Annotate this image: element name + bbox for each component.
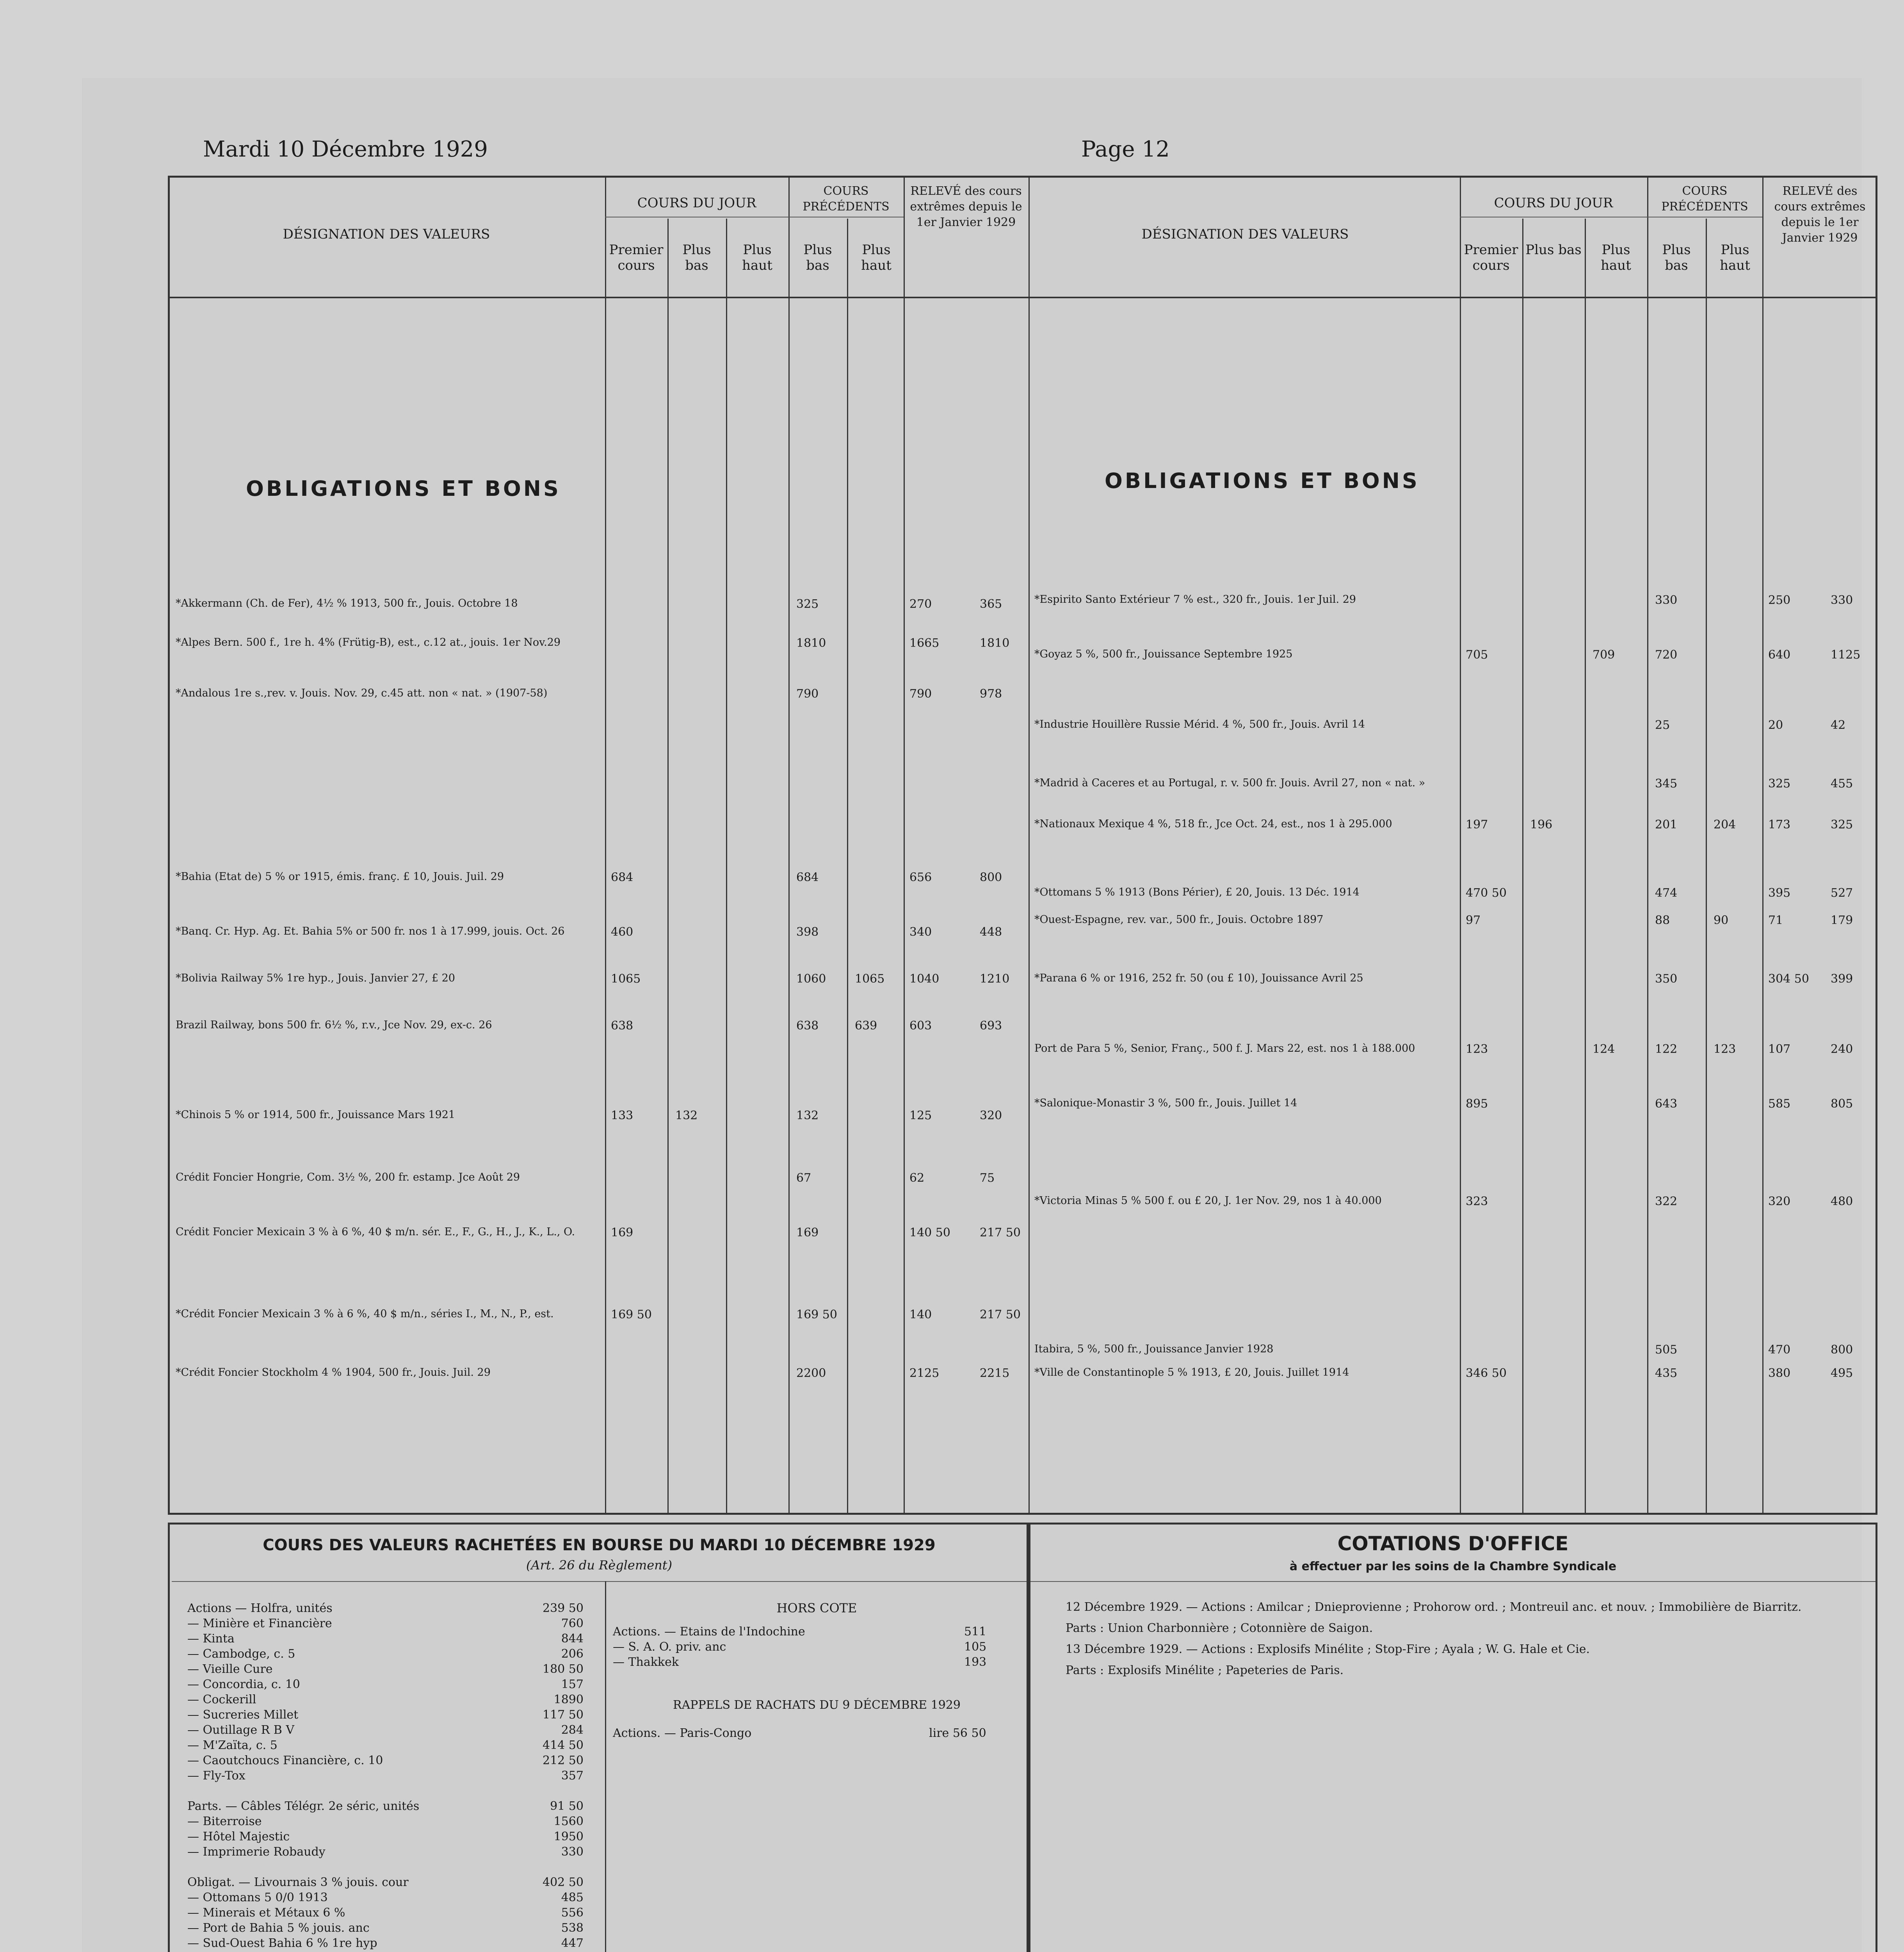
- rachetee-value: [543, 1859, 584, 1875]
- col-line: [605, 176, 606, 1515]
- rachetee-value: 157: [561, 1678, 584, 1691]
- rachetees-list: [187, 1601, 419, 1951]
- premier-value: 895: [1466, 1097, 1488, 1111]
- rachetee-value: 206: [561, 1647, 584, 1661]
- releve-low-value: 270: [909, 597, 932, 611]
- rachetee-name: — Sud-Ouest Bahia 6 % 1re hyp: [187, 1936, 377, 1950]
- releve-low-value: 2125: [909, 1366, 940, 1380]
- releve-low-value: 1040: [909, 972, 940, 986]
- prec-haut-value: 639: [855, 1019, 877, 1033]
- prec-haut-value: 90: [1714, 914, 1729, 927]
- rachetee-value: 556: [561, 1906, 584, 1920]
- cotation-line: 12 Décembre 1929. — Actions : Amilcar ; Dnieprovienne ; Prohorow ord. ; Montreuil anc. et nouv. ; Immobilière de Biarritz.: [1066, 1600, 1802, 1614]
- divider: [605, 1581, 606, 1952]
- releve-low-value: 585: [1768, 1097, 1791, 1111]
- hors-cote-name: — S. A. O. priv. anc: [613, 1640, 726, 1654]
- rachetee-name: — Fly-Tox: [187, 1769, 246, 1783]
- releve-low-value: 656: [909, 871, 932, 884]
- col-line: [1762, 176, 1763, 1515]
- rachetee-name: — Outillage R B V: [187, 1723, 295, 1737]
- col-line: [1460, 176, 1461, 1515]
- plus-bas-value: 196: [1530, 818, 1553, 832]
- premier-value: 169: [611, 1226, 633, 1240]
- bond-name: *Alpes Bern. 500 f., 1re h. 4% (Frütig-B), est., c.12 at., jouis. 1er Nov.29: [176, 636, 561, 648]
- rappels-rachats-value: lire 56 50: [929, 1726, 986, 1740]
- rachetee-name: — Concordia, c. 10: [187, 1678, 300, 1691]
- releve-high-value: 399: [1831, 972, 1853, 986]
- rachetee-name: [187, 1783, 419, 1799]
- releve-low-value: 640: [1768, 648, 1791, 662]
- cours-du-jour-header: COURS DU JOUR: [637, 195, 756, 211]
- cotations-list: [1066, 1599, 1866, 1683]
- cours-du-jour-header-right: COURS DU JOUR: [1494, 195, 1613, 211]
- rachetee-name: — Minerais et Métaux 6 %: [187, 1906, 345, 1920]
- releve-high-value: 800: [980, 871, 1002, 884]
- releve-high-value: 240: [1831, 1042, 1853, 1056]
- releve-high-value: 978: [980, 687, 1002, 701]
- releve-low-value: 380: [1768, 1366, 1791, 1380]
- bond-name: *Goyaz 5 %, 500 fr., Jouissance Septembre 1925: [1034, 648, 1293, 660]
- plus-haut-header: Plus haut: [742, 242, 772, 273]
- prec-bas-value: 638: [796, 1019, 819, 1033]
- releve-low-value: 62: [909, 1171, 925, 1185]
- rachetee-value: 1560: [553, 1815, 584, 1828]
- releve-low-value: 125: [909, 1109, 932, 1122]
- bond-name: *Salonique-Monastir 3 %, 500 fr., Jouis. Juillet 14: [1034, 1097, 1297, 1109]
- rachetee-name: — Imprimerie Robaudy: [187, 1845, 326, 1859]
- rachetee-value: 212 50: [543, 1754, 584, 1767]
- releve-low-value: 140 50: [909, 1226, 950, 1240]
- plus-bas-header-right: Plus bas: [1525, 242, 1582, 258]
- releve-low-value: 304 50: [1768, 972, 1809, 986]
- releve-low-value: 71: [1768, 914, 1783, 927]
- cotations-title: COTATIONS D'OFFICE: [1337, 1532, 1569, 1555]
- releve-low-value: 320: [1768, 1195, 1791, 1208]
- releve-high-value: 330: [1831, 593, 1853, 607]
- releve-high-value: 217 50: [980, 1308, 1021, 1322]
- bond-name: *Banq. Cr. Hyp. Ag. Et. Bahia 5% or 500 fr. nos 1 à 17.999, jouis. Oct. 26: [176, 925, 565, 937]
- cotation-line: 13 Décembre 1929. — Actions : Explosifs Minélite ; Stop-Fire ; Ayala ; W. G. Hale et Cie.: [1066, 1642, 1590, 1656]
- releve-low-value: 1665: [909, 636, 940, 650]
- bond-name: *Andalous 1re s.,rev. v. Jouis. Nov. 29, c.45 att. non « nat. » (1907-58): [176, 687, 548, 699]
- prec-bas-value: 201: [1655, 818, 1678, 832]
- prec-bas-value: 330: [1655, 593, 1678, 607]
- cours-precedents-header-right: COURS PRÉCÉDENTS: [1661, 184, 1748, 214]
- releve-high-value: 325: [1831, 818, 1853, 832]
- prec-haut-value: 123: [1714, 1042, 1736, 1056]
- releve-low-value: 603: [909, 1019, 932, 1033]
- releve-high-value: 179: [1831, 914, 1853, 927]
- plus-bas-value: 132: [675, 1109, 698, 1122]
- prec-bas-value: 122: [1655, 1042, 1678, 1056]
- rachetee-value: 1890: [553, 1693, 584, 1706]
- rachetees-subtitle: (Art. 26 du Règlement): [526, 1558, 673, 1573]
- premier-value: 123: [1466, 1042, 1488, 1056]
- left-obligations-title: OBLIGATIONS ET BONS: [246, 476, 561, 501]
- releve-low-value: 250: [1768, 593, 1791, 607]
- premier-value: 346 50: [1466, 1366, 1507, 1380]
- page-number: Page 12: [1081, 137, 1170, 162]
- prec-bas-value: 790: [796, 687, 819, 701]
- releve-high-value: 805: [1831, 1097, 1853, 1111]
- releve-low-value: 790: [909, 687, 932, 701]
- right-obligations-title: OBLIGATIONS ET BONS: [1105, 468, 1420, 493]
- bond-name: *Ville de Constantinople 5 % 1913, £ 20, Jouis. Juillet 1914: [1034, 1366, 1349, 1379]
- plus-haut-value: 124: [1593, 1042, 1615, 1056]
- col-line: [667, 219, 669, 1515]
- header-bottom-line: [168, 297, 1877, 298]
- bond-name: *Madrid à Caceres et au Portugal, r. v. 500 fr. Jouis. Avril 27, non « nat. »: [1034, 777, 1425, 789]
- rachetees-title: COURS DES VALEURS RACHETÉES EN BOURSE DU MARDI 10 DÉCEMBRE 1929: [263, 1536, 936, 1554]
- rachetee-name: — Caoutchoucs Financière, c. 10: [187, 1754, 383, 1767]
- releve-high-value: 480: [1831, 1195, 1853, 1208]
- col-line: [904, 176, 905, 1515]
- rachetee-value: 485: [561, 1891, 584, 1904]
- rachetee-name: — Hôtel Majestic: [187, 1830, 290, 1843]
- releve-low-value: 395: [1768, 886, 1791, 900]
- premier-value: 1065: [611, 972, 641, 986]
- table-center-divider: [1029, 176, 1030, 1515]
- prec-plus-bas-header: Plus bas: [803, 242, 832, 273]
- rachetee-value: 284: [561, 1723, 584, 1737]
- releve-low-value: 173: [1768, 818, 1791, 832]
- cours-precedents-header: COURS PRÉCÉDENTS: [803, 184, 890, 214]
- prec-bas-value: 345: [1655, 777, 1678, 791]
- prec-bas-value: 169 50: [796, 1308, 837, 1322]
- col-line: [1522, 219, 1523, 1515]
- rachetee-name: — M'Zaïta, c. 5: [187, 1738, 278, 1752]
- hors-cote-list: [613, 1624, 805, 1670]
- premier-header: Premier cours: [609, 242, 664, 273]
- rachetee-name: — Biterroise: [187, 1815, 262, 1828]
- releve-high-value: 75: [980, 1171, 995, 1185]
- col-line: [847, 219, 848, 1515]
- bond-name: Itabira, 5 %, 500 fr., Jouissance Janvier 1928: [1034, 1343, 1274, 1355]
- releve-low-value: 340: [909, 925, 932, 939]
- releve-high-value: 527: [1831, 886, 1853, 900]
- rappels-rachats-title: RAPPELS DE RACHATS DU 9 DÉCEMBRE 1929: [673, 1698, 961, 1712]
- premier-value: 197: [1466, 818, 1488, 832]
- bond-name: Port de Para 5 %, Senior, Franç., 500 f. J. Mars 22, est. nos 1 à 188.000: [1034, 1042, 1415, 1054]
- rachetee-value: 1950: [553, 1830, 584, 1843]
- prec-bas-value: 684: [796, 871, 819, 884]
- prec-plus-haut-header: Plus haut: [861, 242, 891, 273]
- rachetee-value: 538: [561, 1921, 584, 1935]
- rachetee-value: 117 50: [543, 1708, 584, 1722]
- prec-bas-value: 169: [796, 1226, 819, 1240]
- releve-high-value: 455: [1831, 777, 1853, 791]
- releve-high-value: 365: [980, 597, 1002, 611]
- releve-high-value: 217 50: [980, 1226, 1021, 1240]
- premier-value: 684: [611, 871, 633, 884]
- newspaper-page: [82, 78, 1866, 1952]
- rachetee-name: — Cockerill: [187, 1693, 256, 1706]
- bond-name: *Nationaux Mexique 4 %, 518 fr., Jce Oct. 24, est., nos 1 à 295.000: [1034, 818, 1392, 830]
- prec-bas-value: 643: [1655, 1097, 1678, 1111]
- prec-bas-value: 2200: [796, 1366, 826, 1380]
- releve-high-value: 448: [980, 925, 1002, 939]
- bond-name: *Espirito Santo Extérieur 7 % est., 320 fr., Jouis. 1er Juil. 29: [1034, 593, 1356, 606]
- premier-value: 638: [611, 1019, 633, 1033]
- releve-header-right: RELEVÉ des cours extrêmes depuis le 1er Janvier 1929: [1774, 184, 1866, 245]
- rachetee-name: — Vieille Cure: [187, 1662, 273, 1676]
- premier-value: 97: [1466, 914, 1481, 927]
- releve-high-value: 320: [980, 1109, 1002, 1122]
- bond-name: *Bahia (Etat de) 5 % or 1915, émis. franç. £ 10, Jouis. Juil. 29: [176, 871, 504, 883]
- prec-bas-value: 325: [796, 597, 819, 611]
- bond-name: *Crédit Foncier Mexicain 3 % à 6 %, 40 $ m/n., séries I., M., N., P., est.: [176, 1308, 554, 1320]
- premier-value: 133: [611, 1109, 633, 1122]
- prec-haut-value: 204: [1714, 818, 1736, 832]
- releve-high-value: 1810: [980, 636, 1010, 650]
- premier-value: 323: [1466, 1195, 1488, 1208]
- prec-bas-value: 1060: [796, 972, 826, 986]
- releve-low-value: 107: [1768, 1042, 1791, 1056]
- releve-high-value: 1125: [1831, 648, 1861, 662]
- col-line: [1585, 219, 1586, 1515]
- hors-cote-value: 193: [964, 1655, 987, 1669]
- rachetee-value: 844: [561, 1632, 584, 1646]
- rachetee-value: 239 50: [543, 1601, 584, 1615]
- cotations-box: [1029, 1523, 1877, 1952]
- bond-name: *Akkermann (Ch. de Fer), 4½ % 1913, 500 fr., Jouis. Octobre 18: [176, 597, 518, 609]
- bond-name: *Parana 6 % or 1916, 252 fr. 50 (ou £ 10), Jouissance Avril 25: [1034, 972, 1363, 984]
- rachetee-name: Actions — Holfra, unités: [187, 1601, 333, 1615]
- hors-cote-values: [964, 1624, 986, 1670]
- plus-haut-header-right: Plus haut: [1601, 242, 1631, 273]
- prec-bas-value: 720: [1655, 648, 1678, 662]
- col-line: [726, 219, 727, 1515]
- bond-name: Brazil Railway, bons 500 fr. 6½ %, r.v., Jce Nov. 29, ex-c. 26: [176, 1019, 492, 1031]
- hors-cote-value: 105: [964, 1640, 987, 1654]
- cotation-line: Parts : Union Charbonnière ; Cotonnière de Saigon.: [1066, 1621, 1373, 1635]
- rachetee-value: 402 50: [543, 1875, 584, 1889]
- designation-header-right: DÉSIGNATION DES VALEURS: [1141, 226, 1349, 242]
- bond-name: *Crédit Foncier Stockholm 4 % 1904, 500 fr., Jouis. Juil. 29: [176, 1366, 491, 1379]
- page-date: Mardi 10 Décembre 1929: [203, 137, 488, 162]
- bond-name: *Victoria Minas 5 % 500 f. ou £ 20, J. 1er Nov. 29, nos 1 à 40.000: [1034, 1195, 1382, 1207]
- prec-bas-value: 25: [1655, 718, 1670, 732]
- bond-name: *Chinois 5 % or 1914, 500 fr., Jouissance Mars 1921: [176, 1109, 456, 1121]
- rachetee-name: Parts. — Câbles Télégr. 2e séric, unités: [187, 1799, 420, 1813]
- rachetee-value: 330: [561, 1845, 584, 1859]
- releve-low-value: 20: [1768, 718, 1783, 732]
- plus-haut-value: 709: [1593, 648, 1615, 662]
- rachetee-name: — Cambodge, c. 5: [187, 1647, 295, 1661]
- rachetees-values: [543, 1601, 584, 1951]
- bond-name: *Ouest-Espagne, rev. var., 500 fr., Jouis. Octobre 1897: [1034, 914, 1324, 926]
- prec-bas-value: 1810: [796, 636, 826, 650]
- bond-name: Crédit Foncier Mexicain 3 % à 6 %, 40 $ m/n. sér. E., F., G., H., J., K., L., O.: [176, 1226, 575, 1238]
- prec-bas-value: 435: [1655, 1366, 1678, 1380]
- rachetee-value: 760: [561, 1617, 584, 1630]
- bond-name: *Ottomans 5 % 1913 (Bons Périer), £ 20, Jouis. 13 Déc. 1914: [1034, 886, 1359, 898]
- hors-cote-name: Actions. — Etains de l'Indochine: [613, 1625, 805, 1639]
- bond-name: Crédit Foncier Hongrie, Com. 3½ %, 200 fr. estamp. Jce Août 29: [176, 1171, 520, 1183]
- cotation-line: Parts : Explosifs Minélite ; Papeteries de Paris.: [1066, 1663, 1344, 1677]
- premier-value: 169 50: [611, 1308, 652, 1322]
- releve-high-value: 495: [1831, 1366, 1853, 1380]
- prec-bas-value: 88: [1655, 914, 1670, 927]
- col-line: [788, 176, 790, 1515]
- rachetee-name: [187, 1859, 419, 1875]
- releve-high-value: 2215: [980, 1366, 1010, 1380]
- prec-plus-haut-header-right: Plus haut: [1720, 242, 1750, 273]
- premier-value: 705: [1466, 648, 1488, 662]
- prec-bas-value: 67: [796, 1171, 811, 1185]
- rachetee-value: 414 50: [543, 1738, 584, 1752]
- col-line: [1706, 219, 1707, 1515]
- prec-bas-value: 350: [1655, 972, 1678, 986]
- divider: [172, 1581, 1027, 1582]
- premier-value: 470 50: [1466, 886, 1507, 900]
- releve-low-value: 140: [909, 1308, 932, 1322]
- prec-bas-value: 505: [1655, 1343, 1678, 1357]
- rachetee-value: 447: [561, 1936, 584, 1950]
- divider: [1030, 1581, 1876, 1582]
- releve-high-value: 1210: [980, 972, 1010, 986]
- releve-high-value: 42: [1831, 718, 1846, 732]
- releve-header: RELEVÉ des cours extrêmes depuis le 1er Janvier 1929: [910, 184, 1022, 229]
- prec-bas-value: 398: [796, 925, 819, 939]
- releve-high-value: 693: [980, 1019, 1002, 1033]
- hors-cote-title: HORS COTE: [776, 1601, 857, 1615]
- prec-plus-bas-header-right: Plus bas: [1662, 242, 1691, 273]
- rachetee-name: — Minière et Financière: [187, 1617, 332, 1630]
- premier-value: 460: [611, 925, 633, 939]
- bond-name: *Industrie Houillère Russie Mérid. 4 %, 500 fr., Jouis. Avril 14: [1034, 718, 1365, 730]
- prec-haut-value: 1065: [855, 972, 885, 986]
- rachetee-value: [543, 1783, 584, 1799]
- releve-low-value: 470: [1768, 1343, 1791, 1357]
- prec-bas-value: 474: [1655, 886, 1678, 900]
- premier-header-right: Premier cours: [1464, 242, 1518, 273]
- rachetee-name: — Sucreries Millet: [187, 1708, 299, 1722]
- rachetee-name: — Ottomans 5 0/0 1913: [187, 1891, 328, 1904]
- cotations-subtitle: à effectuer par les soins de la Chambre Syndicale: [1289, 1560, 1617, 1573]
- prec-bas-value: 132: [796, 1109, 819, 1122]
- designation-header: DÉSIGNATION DES VALEURS: [283, 226, 490, 242]
- releve-low-value: 325: [1768, 777, 1791, 791]
- plus-bas-header: Plus bas: [682, 242, 711, 273]
- hors-cote-name: — Thakkek: [613, 1655, 679, 1669]
- releve-high-value: 800: [1831, 1343, 1853, 1357]
- prec-bas-value: 322: [1655, 1195, 1678, 1208]
- hors-cote-value: 511: [964, 1625, 987, 1639]
- rachetee-value: 91 50: [550, 1799, 584, 1813]
- rachetee-name: — Kinta: [187, 1632, 235, 1646]
- rachetee-name: — Port de Bahia 5 % jouis. anc: [187, 1921, 370, 1935]
- col-line: [1647, 176, 1648, 1515]
- rachetee-value: 180 50: [543, 1662, 584, 1676]
- bond-name: *Bolivia Railway 5% 1re hyp., Jouis. Janvier 27, £ 20: [176, 972, 455, 984]
- rappels-rachats-line: Actions. — Paris-Congo: [613, 1726, 752, 1740]
- rachetee-name: Obligat. — Livournais 3 % jouis. cour: [187, 1875, 409, 1889]
- rachetee-value: 357: [561, 1769, 584, 1783]
